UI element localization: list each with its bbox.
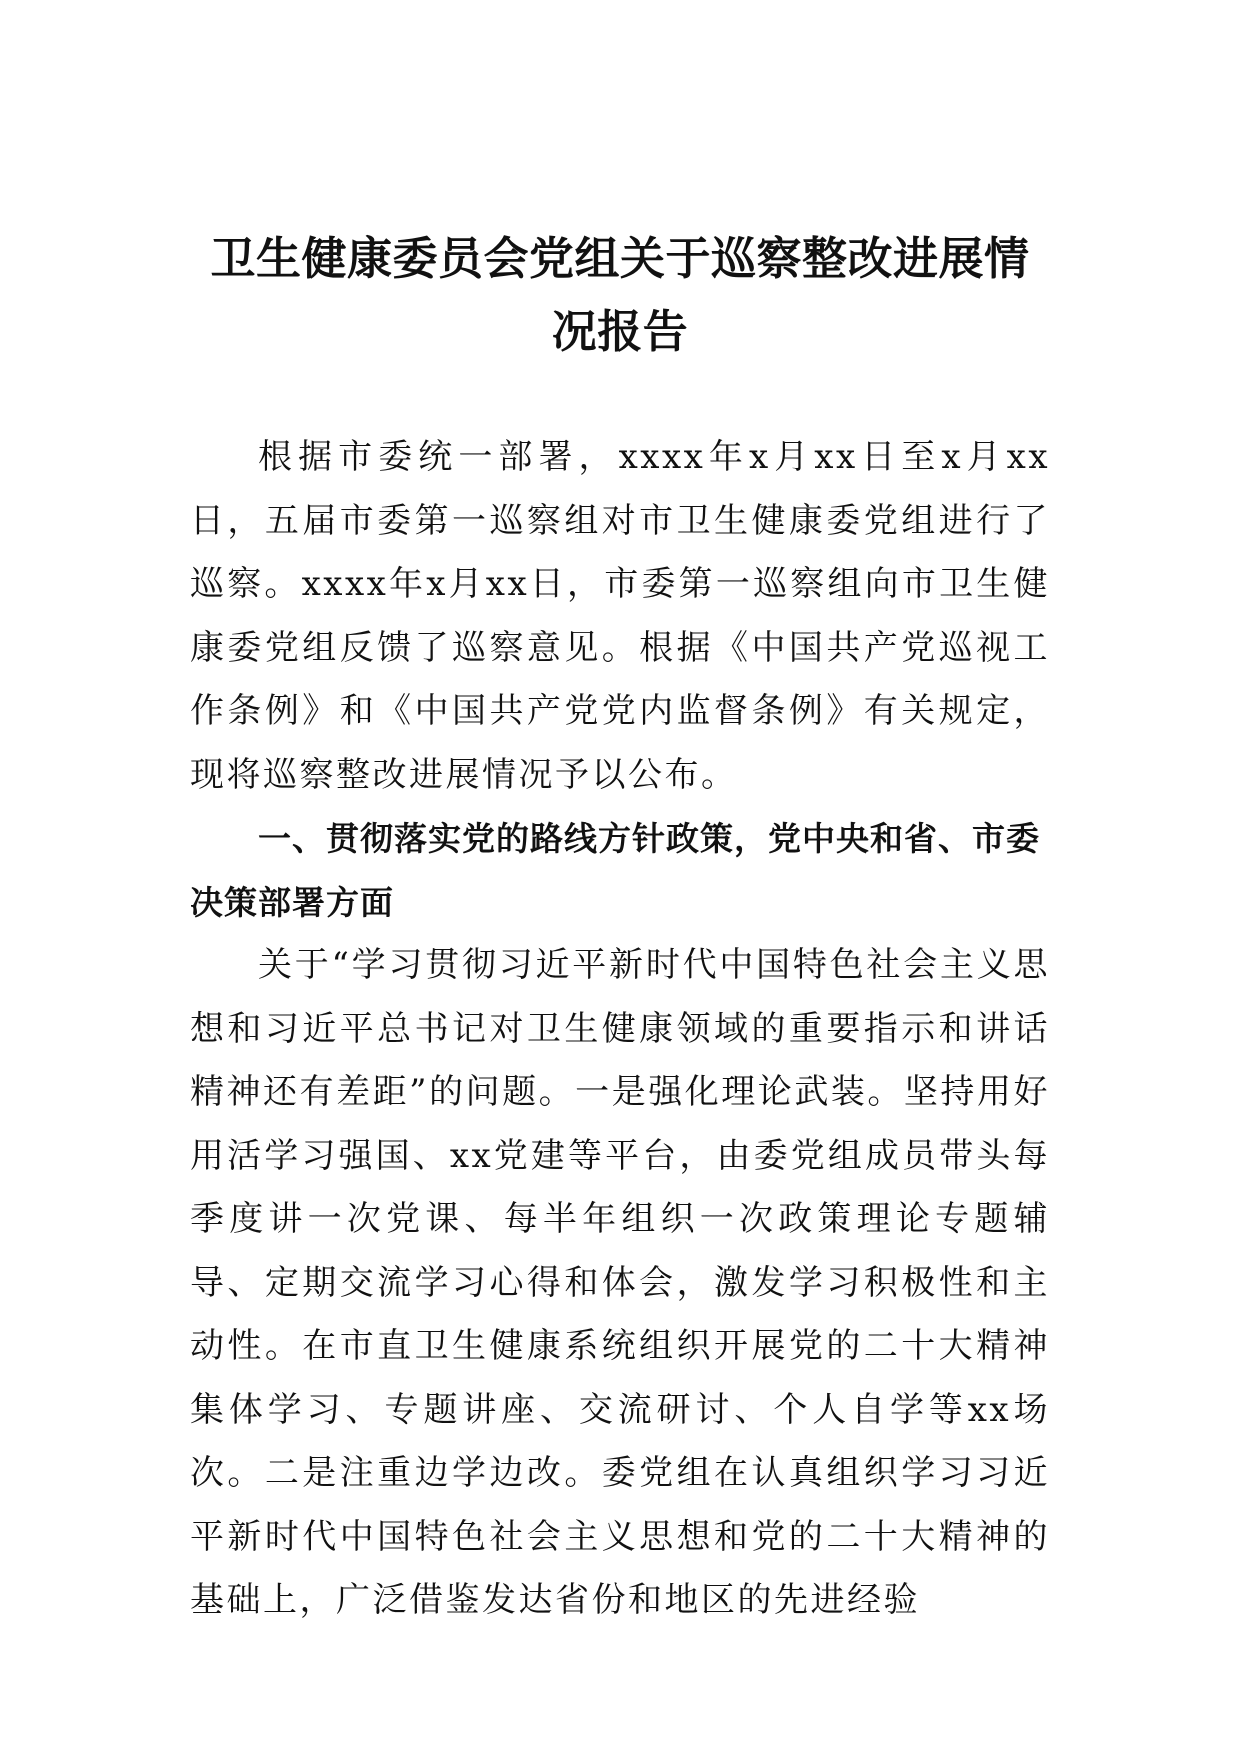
document-body [190,426,1050,1633]
section-1-paragraph: 关于“学习贯彻习近平新时代中国特色社会主义思想和习近平总书记对卫生健康领域的重要指示和讲话精神还有差距”的问题。一是强化理论武装。坚持用好用活学习强国、xx党建等平台，由委党组成员带头每季度讲一次党课、每半年组织一次政策理论专题辅导、定期交流学习心得和体会，激发学习积极性和主动性。在市直卫生健康系统组织开展党的二十大精神集体学习、专题讲座、交流研讨、个人自学等xx场次。二是注重边学边改。委党组在认真组织学习习近平新时代中国特色社会主义思想和党的二十大精神的基础上，广泛借鉴发达省份和地区的先进经验 [190,945,1050,1620]
section-heading-1: 一、贯彻落实党的路线方针政策，党中央和省、市委决策部署方面 [190,819,1040,922]
document-title: 卫生健康委员会党组关于巡察整改进展情况报告 [210,232,1030,358]
intro-paragraph: 根据市委统一部署，xxxx年x月xx日至x月xx日，五届市委第一巡察组对市卫生健康委党组进行了巡察。xxxx年x月xx日，市委第一巡察组向市卫生健康委党组反馈了巡察意见。根据《中国共产党巡视工作条例》和《中国共产党党内监督条例》有关规定，现将巡察整改进展情况予以公布。 [190,437,1050,795]
